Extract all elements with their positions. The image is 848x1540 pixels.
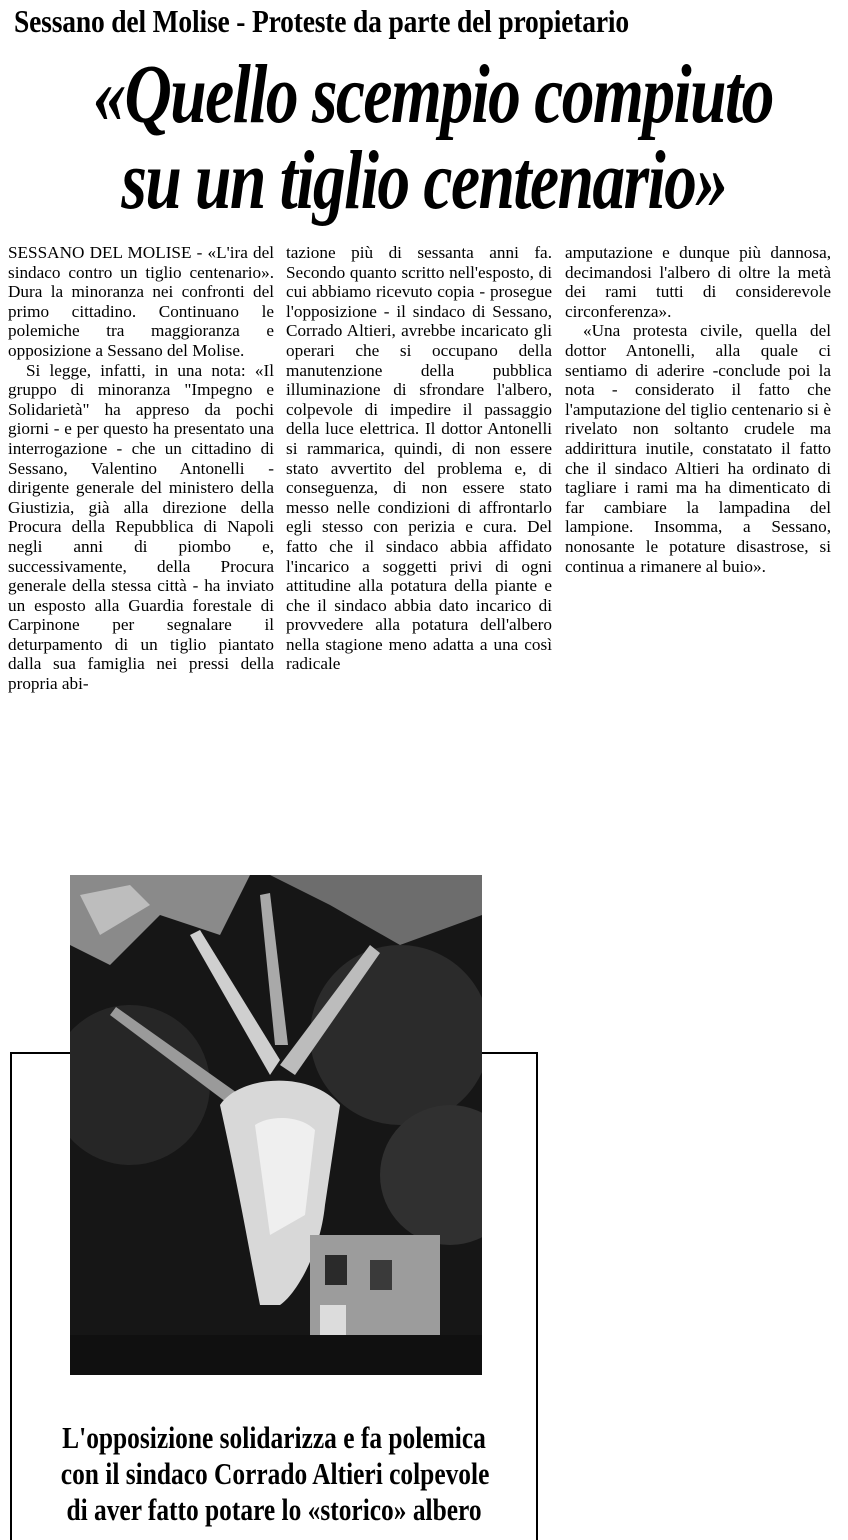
photo-frame-right [536,1052,538,1540]
paragraph: Si legge, infatti, in una nota: «Il gruppo di minoranza "Impegno e Solidarietà" ha appreso da pochi giorni - e per questo ha presentato una interrogazione - che un cittadino di Sessano, Valentino Antonelli - dirigente generale del ministero della Giustizia, già alla direzione della Procura della Repubblica di Napoli negli anni di piombo e, successivamente, della Procura generale della stessa città - ha inviato un esposto alla Guardia forestale di Carpinone per segnalare il deturpamento di un tiglio piantato dalla sua famiglia nei pressi della propria abi- [8,360,274,694]
paragraph: amputazione e dunque più dannosa, decimandosi l'albero di oltre la metà dei rami tutti di considerevole circonferenza». [565,243,831,321]
article-column-2 [286,243,552,674]
article-kicker: Sessano del Molise - Proteste da parte del propietario [14,3,629,39]
paragraph: tazione più di sessanta anni fa. Secondo quanto scritto nell'esposto, di cui abbiamo ricevuto copia - prosegue l'opposizione - il sindaco di Sessano, Corrado Altieri, avrebbe incaricato gli operari che si occupano della manutenzione della pubblica illuminazione di sfrondare l'albero, colpevole di impedire il passaggio della luce elettrica. Il dottor Antonelli si rammarica, quindi, di non essere stato avvertito del problema e, di conseguenza, di non essere stato messo nelle condizioni di affrontarlo egli stesso con perizia e cura. Del fatto che il sindaco abbia affidato l'incarico a soggetti privi di ogni attitudine alla potatura della piante e che il sindaco abbia dato incarico di provvedere alla potatura dell'albero nella stagione meno adatta a una così radicale [286,243,552,674]
headline-line-2: su un tiglio centenario» [121,134,727,227]
caption-line-3: di aver fatto potare lo «storico» albero [66,1492,482,1527]
photo-caption [14,1420,534,1528]
caption-line-1: L'opposizione solidarizza e fa polemica [62,1420,486,1455]
paragraph: SESSANO DEL MOLISE - «L'ira del sindaco contro un tiglio centenario». Dura la minoranza nei confronti del primo cittadino. Continuano le polemiche tra maggioranza e opposizione a Sessano del Molise. [8,243,274,360]
photo-frame-top-left [10,1052,72,1054]
headline-line-1: «Quello scempio compiuto [93,48,773,141]
photo-frame-top-right [480,1052,538,1054]
tree-photo [70,875,482,1375]
article-headline [0,48,848,227]
article-column-3 [565,243,831,576]
caption-line-2: con il sindaco Corrado Altieri colpevole [60,1456,490,1491]
tree-photo-illustration [70,875,482,1375]
article-column-1 [8,243,274,694]
paragraph: «Una protesta civile, quella del dottor Antonelli, alla quale ci sentiamo di aderire -conclude poi la nota - considerato il fatto che l'amputazione del tiglio centenario si è rivelato non soltanto crudele ma addirittura inutile, constatato il fatto che il sindaco Altieri ha ordinato di tagliare i rami ma ha dimenticato di far cambiare la lampadina del lampione. Insomma, a Sessano, nonosante le potature disastrose, si continua a rimanere al buio». [565,321,831,576]
photo-frame-left [10,1052,12,1540]
